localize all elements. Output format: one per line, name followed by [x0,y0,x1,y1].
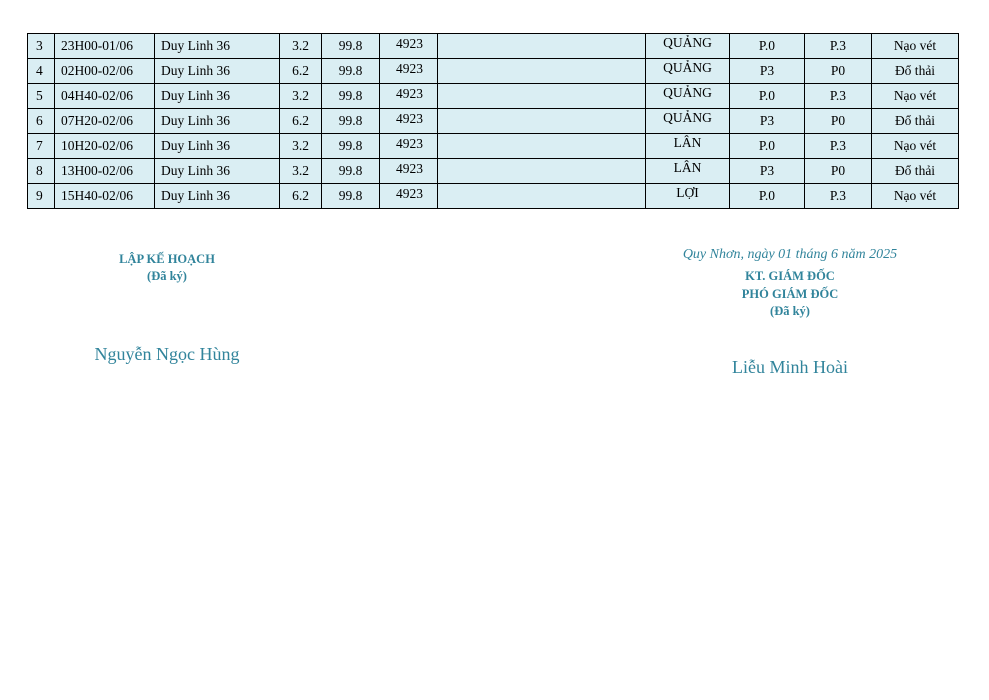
pilot-cell: LÂN [646,134,730,159]
table-row [28,84,959,109]
row-number-cell: 4 [28,59,55,84]
length-cell: 99.8 [322,109,380,134]
pilot-cell: LỢI [646,184,730,209]
empty-cell [438,34,646,59]
table-row [28,134,959,159]
time-cell: 07H20-02/06 [55,109,155,134]
length-cell: 99.8 [322,59,380,84]
row-number-cell: 6 [28,109,55,134]
planner-title: LẬP KẾ HOẠCH [119,252,215,266]
pilot-cell: QUẢNG [646,84,730,109]
director-name: Liễu Minh Hoài [732,357,848,377]
draft-cell: 3.2 [280,34,322,59]
ship-name-cell: Duy Linh 36 [155,134,280,159]
from-position-cell: P3 [730,109,805,134]
planner-signature-block [87,250,247,365]
from-position-cell: P.0 [730,34,805,59]
draft-cell: 3.2 [280,134,322,159]
planner-signed-note: (Đã ký) [147,269,187,283]
length-cell: 99.8 [322,159,380,184]
time-cell: 02H00-02/06 [55,59,155,84]
table-row [28,159,959,184]
empty-cell [438,59,646,84]
task-cell: Đổ thải [872,109,959,134]
ship-name-cell: Duy Linh 36 [155,34,280,59]
ship-name-cell: Duy Linh 36 [155,109,280,134]
gross-tonnage-cell: 4923 [380,109,438,134]
gross-tonnage-cell: 4923 [380,184,438,209]
to-position-cell: P0 [805,159,872,184]
pilot-cell: QUẢNG [646,59,730,84]
to-position-cell: P.3 [805,34,872,59]
empty-cell [438,84,646,109]
row-number-cell: 9 [28,184,55,209]
table-row [28,184,959,209]
to-position-cell: P.3 [805,184,872,209]
length-cell: 99.8 [322,84,380,109]
draft-cell: 3.2 [280,84,322,109]
length-cell: 99.8 [322,34,380,59]
empty-cell [438,184,646,209]
table-row [28,59,959,84]
draft-cell: 6.2 [280,109,322,134]
task-cell: Nạo vét [872,34,959,59]
to-position-cell: P0 [805,109,872,134]
empty-cell [438,159,646,184]
length-cell: 99.8 [322,134,380,159]
task-cell: Nạo vét [872,184,959,209]
to-position-cell: P.3 [805,84,872,109]
time-cell: 23H00-01/06 [55,34,155,59]
ship-name-cell: Duy Linh 36 [155,84,280,109]
table-row [28,109,959,134]
gross-tonnage-cell: 4923 [380,159,438,184]
director-signed-note: (Đã ký) [770,304,810,318]
from-position-cell: P.0 [730,84,805,109]
deputy-director-title: PHÓ GIÁM ĐỐC [741,287,839,301]
task-cell: Nạo vét [872,134,959,159]
schedule-body [28,34,959,209]
ship-name-cell: Duy Linh 36 [155,184,280,209]
gross-tonnage-cell: 4923 [380,134,438,159]
gross-tonnage-cell: 4923 [380,59,438,84]
task-cell: Nạo vét [872,84,959,109]
pilot-cell: LÂN [646,159,730,184]
empty-cell [438,109,646,134]
row-number-cell: 5 [28,84,55,109]
row-number-cell: 8 [28,159,55,184]
pilot-cell: QUẢNG [646,34,730,59]
draft-cell: 3.2 [280,159,322,184]
length-cell: 99.8 [322,184,380,209]
place-date: Quy Nhơn, ngày 01 tháng 6 năm 2025 [682,247,898,262]
pilot-cell: QUẢNG [646,109,730,134]
draft-cell: 6.2 [280,184,322,209]
to-position-cell: P0 [805,59,872,84]
ship-name-cell: Duy Linh 36 [155,159,280,184]
director-title: KT. GIÁM ĐỐC [745,269,835,283]
director-signature-block [660,246,920,378]
from-position-cell: P.0 [730,134,805,159]
from-position-cell: P.0 [730,184,805,209]
row-number-cell: 7 [28,134,55,159]
gross-tonnage-cell: 4923 [380,84,438,109]
planner-name: Nguyễn Ngọc Hùng [94,344,240,364]
to-position-cell: P.3 [805,134,872,159]
draft-cell: 6.2 [280,59,322,84]
time-cell: 10H20-02/06 [55,134,155,159]
schedule-table [27,33,959,209]
from-position-cell: P3 [730,159,805,184]
ship-name-cell: Duy Linh 36 [155,59,280,84]
task-cell: Đổ thải [872,159,959,184]
empty-cell [438,134,646,159]
time-cell: 13H00-02/06 [55,159,155,184]
from-position-cell: P3 [730,59,805,84]
time-cell: 15H40-02/06 [55,184,155,209]
table-row [28,34,959,59]
time-cell: 04H40-02/06 [55,84,155,109]
gross-tonnage-cell: 4923 [380,34,438,59]
row-number-cell: 3 [28,34,55,59]
task-cell: Đổ thải [872,59,959,84]
